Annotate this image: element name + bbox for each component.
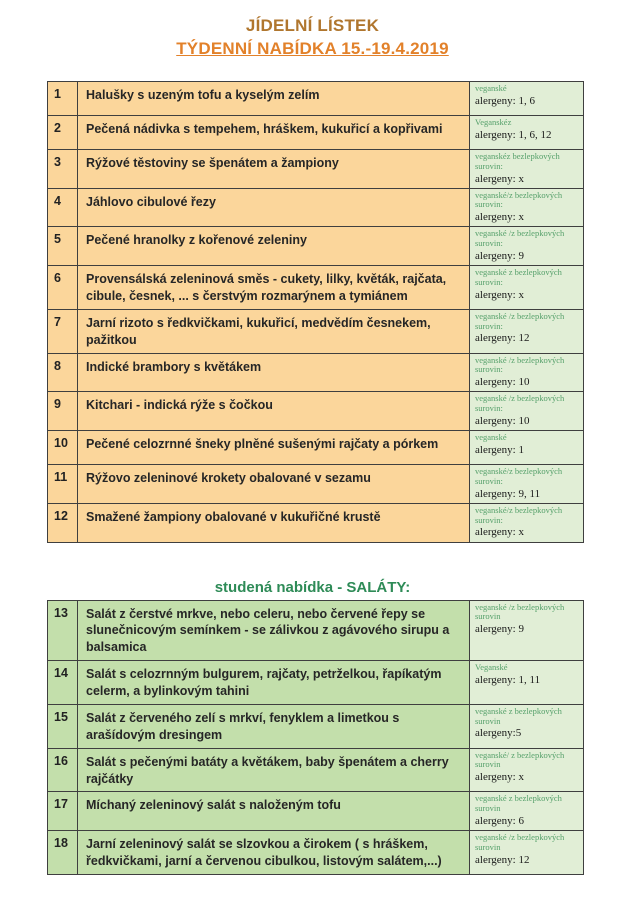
menu-row — [48, 465, 584, 504]
dish-name: Kitchari - indická rýže s čočkou — [78, 392, 470, 431]
diet-label: veganské/z bezlepkových surovin: — [475, 504, 563, 525]
menu-row — [48, 792, 584, 831]
allergens-text: alergeny: 1, 6, 12 — [475, 128, 552, 141]
dish-name: Jarní rizoto s ředkvičkami, kukuřicí, medvědím česnekem, pažitkou — [78, 309, 470, 353]
allergens-text: alergeny: 12 — [475, 332, 530, 345]
row-number: 17 — [48, 792, 78, 831]
diet-label: veganské /z bezlepkových surovin: — [475, 393, 565, 414]
diet-label: veganské/z bezlepkových surovin: — [475, 189, 563, 210]
diet-label: Veganské — [475, 662, 508, 673]
allergens-text: alergeny: 6 — [475, 814, 524, 827]
menu-row — [48, 431, 584, 465]
dish-name: Salát s celozrnným bulgurem, rajčaty, petrželkou, řapíkatým celerm, a bylinkovým tahini — [78, 661, 470, 705]
allergens-text: alergeny: 1, 6 — [475, 94, 535, 107]
allergens-text: alergeny: 10 — [475, 376, 530, 389]
row-number: 16 — [48, 748, 78, 792]
diet-label: veganské /z bezlepkových surovin: — [475, 310, 565, 331]
row-number: 10 — [48, 431, 78, 465]
dish-name: Pečené hranolky z kořenové zeleniny — [78, 227, 470, 266]
row-number: 6 — [48, 266, 78, 310]
allergens-text: alergeny: 9, 11 — [475, 487, 541, 500]
row-number: 1 — [48, 82, 78, 116]
row-number: 12 — [48, 503, 78, 542]
allergens-text: alergeny: x — [475, 211, 524, 224]
row-number: 11 — [48, 465, 78, 504]
diet-label: veganské /z bezlepkových surovin: — [475, 354, 565, 375]
dish-name: Rýžovo zeleninové krokety obalované v sezamu — [78, 465, 470, 504]
allergens-text: alergeny: x — [475, 288, 524, 301]
row-number: 2 — [48, 116, 78, 150]
row-number: 15 — [48, 704, 78, 748]
page-subtitle: TÝDENNÍ NABÍDKA 15.-19.4.2019 — [176, 39, 449, 58]
allergens-text: alergeny:5 — [475, 727, 522, 740]
hot-menu-table — [47, 81, 584, 543]
menu-row — [48, 748, 584, 792]
page-title: JÍDELNÍ LÍSTEK — [245, 16, 380, 35]
menu-row — [48, 704, 584, 748]
dish-name: Pečená nádivka s tempehem, hráškem, kukuřicí a kopřivami — [78, 116, 470, 150]
dish-name: Indické brambory s květákem — [78, 353, 470, 392]
diet-info-cell — [470, 227, 584, 266]
diet-info-cell — [470, 748, 584, 792]
dish-name: Jarní zeleninový salát se slzovkou a čirokem ( s hráškem, ředkvičkami, jarní a červenou cibulkou, listovým salátem,...) — [78, 831, 470, 875]
diet-info-cell — [470, 792, 584, 831]
dish-name: Halušky s uzeným tofu a kyselým zelím — [78, 82, 470, 116]
dish-name: Míchaný zeleninový salát s naloženým tofu — [78, 792, 470, 831]
menu-row — [48, 82, 584, 116]
diet-label: veganské z bezlepkových surovin: — [475, 267, 562, 287]
diet-label: veganskéz bezlepkových surovin: — [475, 151, 560, 171]
dish-name: Rýžové těstoviny se špenátem a žampiony — [78, 150, 470, 189]
menu-row — [48, 503, 584, 542]
allergens-text: alergeny: x — [475, 526, 524, 539]
diet-info-cell — [470, 309, 584, 353]
salads-section-title: studená nabídka - SALÁTY: — [214, 578, 411, 596]
diet-info-cell — [470, 82, 584, 116]
diet-label: veganské/ z bezlepkových surovin — [475, 749, 565, 770]
diet-info-cell — [470, 704, 584, 748]
row-number: 13 — [48, 600, 78, 661]
allergens-text: alergeny: 9 — [475, 249, 524, 262]
menu-row — [48, 600, 584, 661]
row-number: 3 — [48, 150, 78, 189]
allergens-text: alergeny: 10 — [475, 414, 530, 427]
row-number: 14 — [48, 661, 78, 705]
diet-info-cell — [470, 431, 584, 465]
diet-info-cell — [470, 392, 584, 431]
row-number: 18 — [48, 831, 78, 875]
menu-row — [48, 661, 584, 705]
menu-row — [48, 831, 584, 875]
row-number: 8 — [48, 353, 78, 392]
menu-row — [48, 392, 584, 431]
dish-name: Salát s pečenými batáty a květákem, baby špenátem a cherry rajčátky — [78, 748, 470, 792]
row-number: 9 — [48, 392, 78, 431]
diet-info-cell — [470, 465, 584, 504]
diet-label: veganské z bezlepkových surovin — [475, 705, 562, 726]
dish-name: Salát z čerstvé mrkve, nebo celeru, nebo červené řepy se slunečnicovým semínkem - se zálivkou z agávového sirupu a balsamica — [78, 600, 470, 661]
allergens-text: alergeny: 1, 11 — [475, 673, 541, 686]
allergens-text: alergeny: 12 — [475, 853, 530, 866]
menu-row — [48, 353, 584, 392]
diet-info-cell — [470, 116, 584, 150]
row-number: 4 — [48, 188, 78, 227]
menu-row — [48, 266, 584, 310]
dish-name: Jáhlovo cibulové řezy — [78, 188, 470, 227]
dish-name: Provensálská zeleninová směs - cukety, lilky, květák, rajčata, cibule, česnek, ... s čerstvým rozmarýnem a tymiánem — [78, 266, 470, 310]
dish-name: Smažené žampiony obalované v kukuřičné krustě — [78, 503, 470, 542]
diet-info-cell — [470, 503, 584, 542]
diet-info-cell — [470, 831, 584, 875]
diet-label: veganské — [475, 83, 507, 93]
diet-label: veganské /z bezlepkových surovin — [475, 601, 565, 622]
allergens-text: alergeny: 9 — [475, 623, 524, 636]
diet-label: veganské /z bezlepkových surovin: — [475, 228, 565, 249]
diet-info-cell — [470, 353, 584, 392]
dish-name: Salát z červeného zelí s mrkví, fenyklem a limetkou s arašídovým dresingem — [78, 704, 470, 748]
menu-row — [48, 150, 584, 189]
menu-page — [0, 16, 625, 900]
salads-menu-table — [47, 600, 584, 875]
menu-row — [48, 116, 584, 150]
menu-row — [48, 309, 584, 353]
diet-label: veganské — [475, 432, 507, 443]
diet-info-cell — [470, 150, 584, 189]
diet-label: veganské z bezlepkových surovin — [475, 793, 562, 814]
diet-info-cell — [470, 266, 584, 310]
row-number: 7 — [48, 309, 78, 353]
menu-row — [48, 227, 584, 266]
diet-info-cell — [470, 188, 584, 227]
menu-row — [48, 188, 584, 227]
diet-label: veganské/z bezlepkových surovin: — [475, 466, 563, 486]
allergens-text: alergeny: 1 — [475, 443, 524, 456]
diet-info-cell — [470, 661, 584, 705]
dish-name: Pečené celozrnné šneky plněné sušenými rajčaty a pórkem — [78, 431, 470, 465]
row-number: 5 — [48, 227, 78, 266]
diet-info-cell — [470, 600, 584, 661]
diet-label: veganské /z bezlepkových surovin — [475, 832, 565, 852]
allergens-text: alergeny: x — [475, 172, 524, 185]
diet-label: Veganskéz — [475, 117, 512, 127]
allergens-text: alergeny: x — [475, 771, 524, 784]
